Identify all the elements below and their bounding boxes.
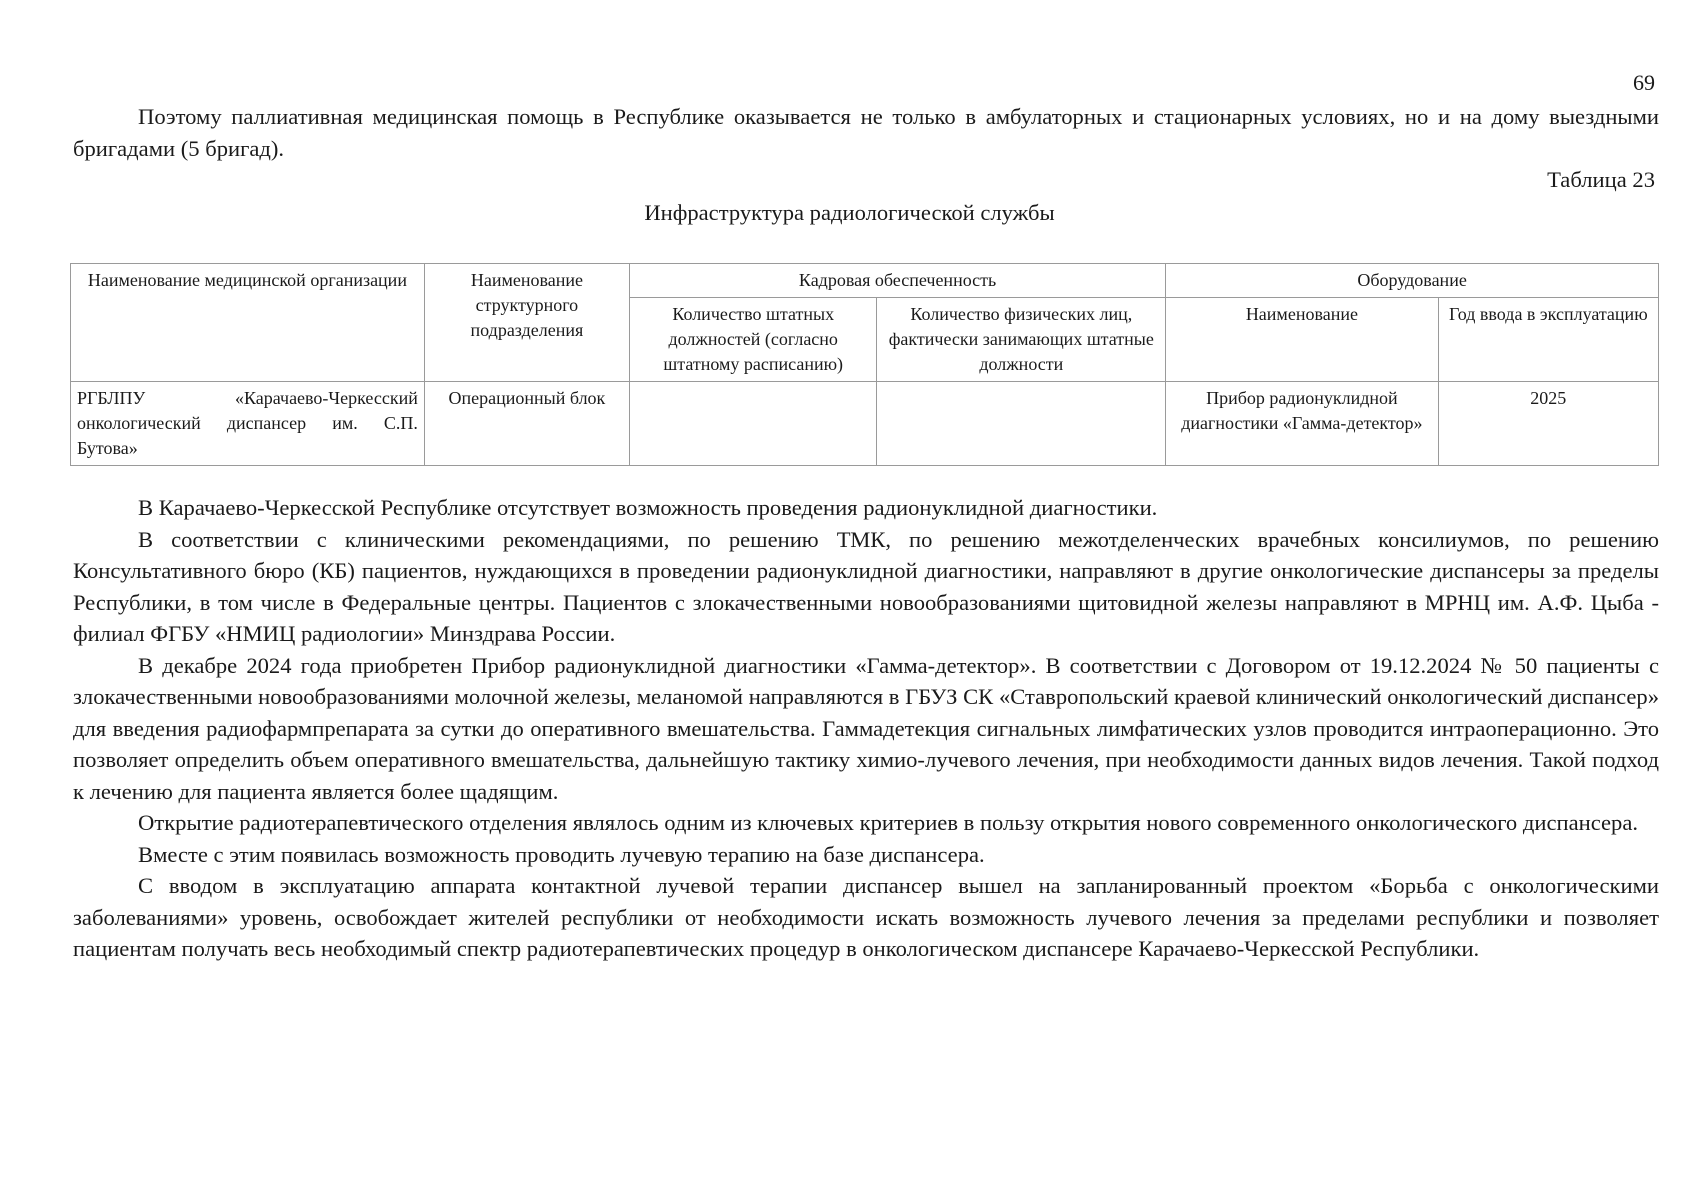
paragraph: Вместе с этим появилась возможность проводить лучевую терапию на базе диспансера. — [138, 841, 985, 867]
header-equipment-name: Наименование — [1166, 298, 1438, 382]
table-row — [71, 382, 1659, 466]
paragraph: Открытие радиотерапевтического отделения являлось одним из ключевых критериев в пользу открытия нового современного онкологического диспансера. — [138, 810, 1638, 835]
header-equipment: Оборудование — [1166, 264, 1659, 298]
paragraph: С вводом в эксплуатацию аппарата контактной лучевой терапии диспансер вышел на запланированный проектом «Борьба с онкологическими заболеваниями» уровень, освобождает жителей республики от необходимости искать возможность лучевого лечения за пределами республики и позволяет пациентам получать весь необходимый спектр радиотерапевтических процедур в онкологическом диспансере Карачаево-Черкесской Республики. — [73, 873, 1659, 961]
header-staffing: Кадровая обеспеченность — [629, 264, 1165, 298]
paragraph: В соответствии с клиническими рекомендациями, по решению ТМК, по решению межотделенческих врачебных консилиумов, по решению Консультативного бюро (КБ) пациентов, нуждающихся в проведении радионуклидной диагностики, направляют в другие онкологические диспансеры за пределы Республики, в том числе в Федеральные центры. Пациентов с злокачественными новообразованиями щитовидной железы направляют в МРНЦ им. А.Ф. Цыба - филиал ФГБУ «НМИЦ радиологии» Минздрава России. — [73, 526, 1659, 646]
header-subdivision: Наименование структурного подразделения — [424, 264, 629, 382]
table-label: Таблица 23 — [1547, 167, 1655, 192]
header-equipment-year: Год ввода в эксплуатацию — [1438, 298, 1658, 382]
header-staff-positions: Количество штатных должностей (согласно штатному расписанию) — [629, 298, 876, 382]
radiology-infrastructure-table — [70, 263, 1659, 466]
page-number: 69 — [1633, 70, 1655, 95]
cell-staff-persons — [877, 382, 1166, 466]
paragraph: В Карачаево-Черкесской Республике отсутствует возможность проведения радионуклидной диагностики. — [138, 495, 1158, 520]
intro-text — [73, 101, 1659, 164]
header-org: Наименование медицинской организации — [71, 264, 425, 382]
paragraph: В декабре 2024 года приобретен Прибор радионуклидной диагностики «Гамма-детектор». В соответствии с Договором от 19.12.2024 № 50 пациенты с злокачественными новообразованиями молочной железы, меланомой направляются в ГБУЗ СК «Ставропольский краевой клинический онкологический диспансер» для введения радиофармпрепарата за сутки до оперативного вмешательства. Гаммадетекция сигнальных лимфатических узлов проводится интраоперационно. Это позволяет определить объем оперативного вмешательства, дальнейшую тактику химио-лучевого лечения, при необходимости данных видов лечения. Такой подход к лечению для пациента является более щадящим. — [73, 652, 1659, 804]
cell-subdivision: Операционный блок — [424, 382, 629, 466]
header-staff-persons: Количество физических лиц, фактически занимающих штатные должности — [877, 298, 1166, 382]
table-title: Инфраструктура радиологической службы — [644, 200, 1055, 225]
table-header-row — [71, 264, 1659, 298]
cell-org: РГБЛПУ «Карачаево-Черкесский онкологический диспансер им. С.П. Бутова» — [71, 382, 425, 466]
intro-paragraph: Поэтому паллиативная медицинская помощь в Республике оказывается не только в амбулаторных и стационарных условиях, но и на дому выездными бригадами (5 бригад). — [73, 104, 1659, 161]
cell-equipment-year: 2025 — [1438, 382, 1658, 466]
cell-staff-positions — [629, 382, 876, 466]
cell-equipment-name: Прибор радионуклидной диагностики «Гамма-детектор» — [1166, 382, 1438, 466]
body-text — [73, 492, 1659, 965]
